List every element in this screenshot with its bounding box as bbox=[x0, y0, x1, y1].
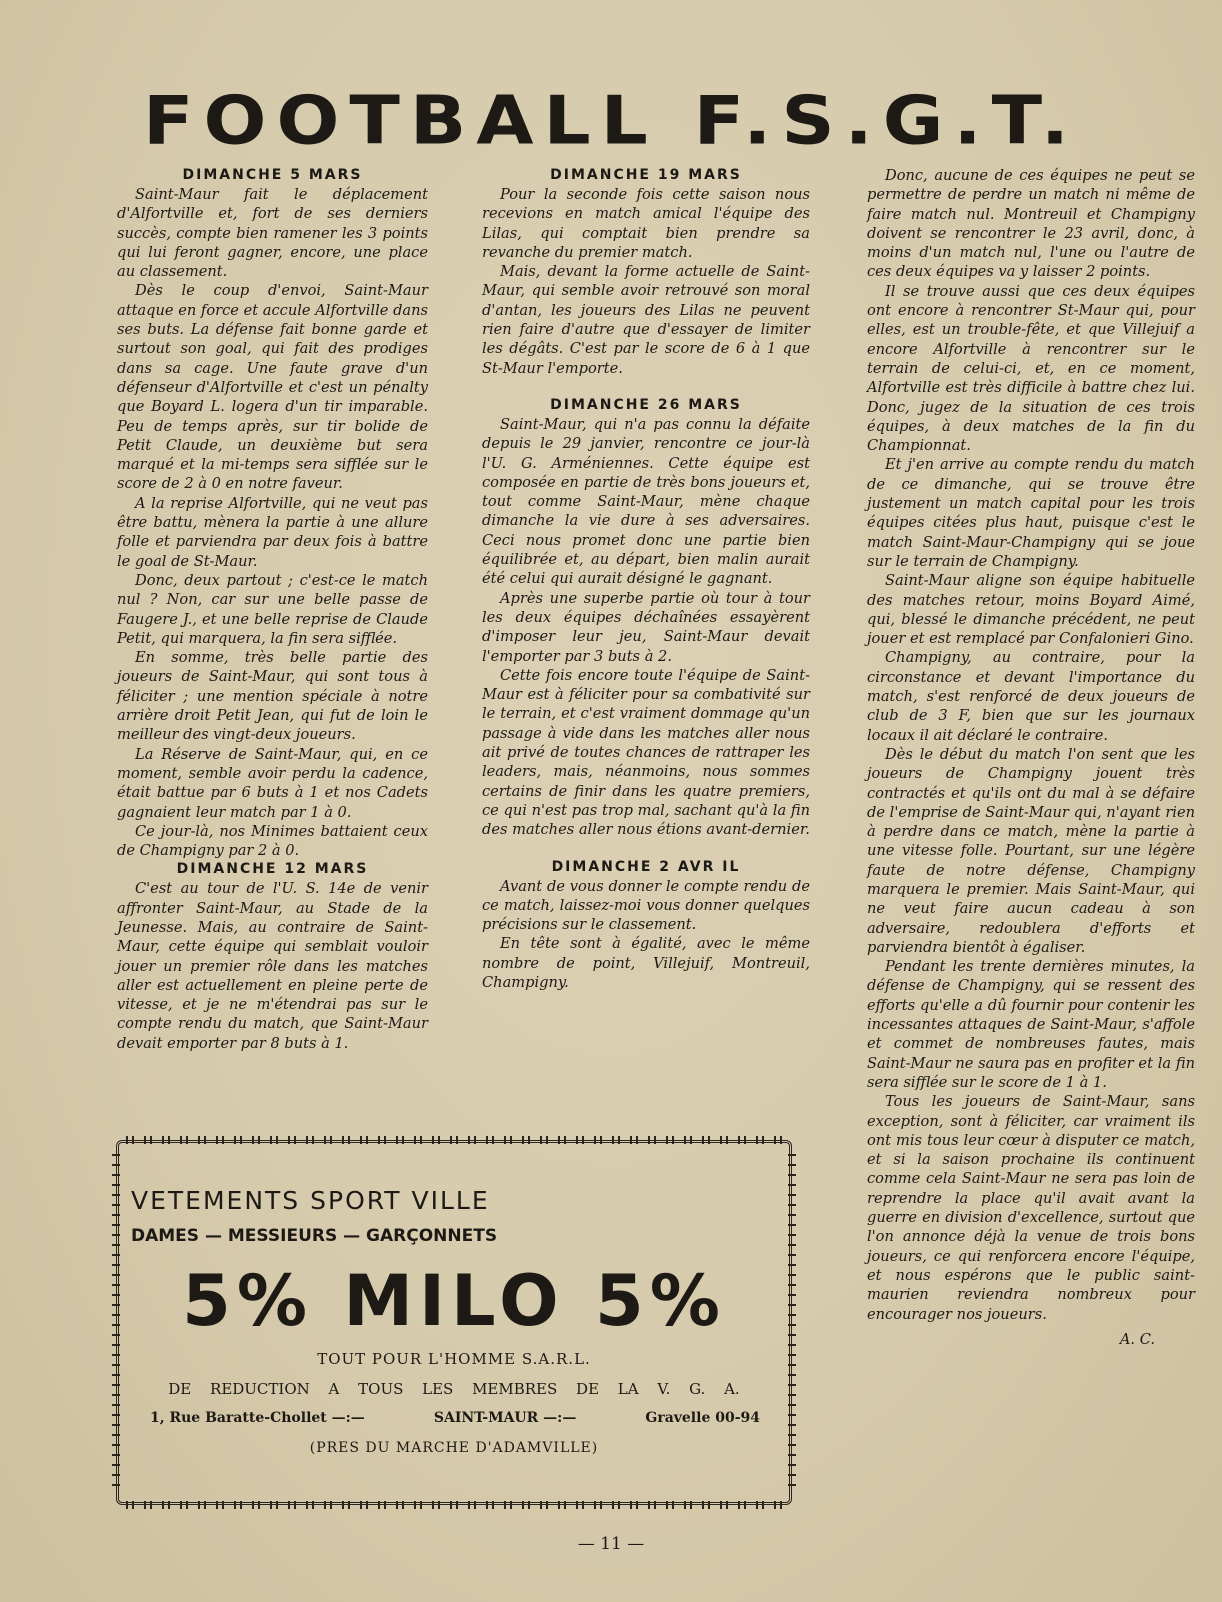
heading-26-mars: DIMANCHE 26 MARS bbox=[550, 396, 742, 413]
paragraph: A la reprise Alfortville, qui ne veut pas être battu, mènera la partie à une allure folle et parviendra par deux fois à battre le goal de St-Maur. bbox=[117, 494, 428, 570]
column-2 bbox=[482, 166, 810, 992]
paragraph: Donc, aucune de ces équipes ne peut se permettre de perdre un match ni même de faire match nul. Montreuil et Champigny doivent se rencontrer le 23 avril, donc, à moins d'un match nul, l'une ou l'autre de ces deux équipes va y laisser 2 points. bbox=[867, 167, 1195, 281]
paragraph: Cette fois encore toute l'équipe de Saint-Maur est à féliciter pour sa combativité sur le terrain, et c'est vraiment dommage qu'un passage à vide dans les matches aller nous ait privé de toutes chances de rattraper les leaders, mais, néanmoins, nous sommes certains de finir dans les quatre premiers, ce qui n'est pas trop mal, sachant qu'à la fin des matches aller nous étions avant-dernier. bbox=[482, 666, 810, 839]
paragraph: C'est au tour de l'U. S. 14e de venir affronter Saint-Maur, au Stade de la Jeunesse. Mais, au contraire de Saint-Maur, cette équipe qui semblait vouloir jouer un premier rôle dans les matches aller est actuellement en pleine perte de vitesse, et je ne m'étendrai pas sur le compte rendu du match, que Saint-Maur devait emporter par 8 buts à 1. bbox=[117, 880, 428, 1052]
paragraph: La Réserve de Saint-Maur, qui, en ce moment, semble avoir perdu la cadence, était battue par 6 buts à 1 et nos Cadets gagnaient leur match par 1 à 0. bbox=[117, 745, 428, 821]
ad-headline: VETEMENTS SPORT VILLE bbox=[131, 1186, 490, 1215]
ad-subheadline: DAMES — MESSIEURS — GARÇONNETS bbox=[131, 1226, 498, 1246]
paragraph: Ce jour-là, nos Minimes battaient ceux de Champigny par 2 à 0. bbox=[117, 822, 428, 860]
ad-city: SAINT-MAUR —:— bbox=[433, 1410, 577, 1426]
paragraph: Pendant les trente dernières minutes, la défense de Champigny, qui se ressent des efforts qu'elle a dû fournir pour contenir les incessantes attaques de Saint-Maur, s'affole et commet de nombreuses fautes, mais Saint-Maur ne saura pas en profiter et la fin sera sifflée sur le score de 1 à 1. bbox=[867, 958, 1195, 1091]
paragraph: Dès le début du match l'on sent que les joueurs de Champigny jouent très contractés et qu'ils ont du mal à se défaire de l'emprise de Saint-Maur qui, n'ayant rien à perdre dans ce match, mène la partie à une vitesse folle. Pourtant, sur une légère faute de notre défense, Champigny marquera le premier. Mais Saint-Maur, qui ne veut faire aucun cadeau à son adversaire, redoublera d'efforts et parviendra bientôt à égaliser. bbox=[867, 745, 1195, 956]
paragraph: Saint-Maur, qui n'a pas connu la défaite depuis le 29 janvier, rencontre ce jour-là l'U. G. Arméniennes. Cette équipe est composée en partie de très bons joueurs et, tout comme Saint-Maur, mène chaque dimanche la vie dure à ses adversaires. Ceci nous promet donc une partie bien équilibrée et, au départ, bien malin aurait été celui qui aurait désigné le gagnant. bbox=[482, 415, 810, 588]
ad-brand: 5% MILO 5% bbox=[182, 1260, 726, 1342]
ad-discount: DE REDUCTION A TOUS LES MEMBRES DE LA V. G. A. bbox=[168, 1380, 740, 1398]
ad-phone: Gravelle 00-94 bbox=[645, 1410, 760, 1426]
ad-company: TOUT POUR L'HOMME S.A.R.L. bbox=[317, 1350, 591, 1368]
paragraph: Champigny, au contraire, pour la circonstance et devant l'importance du match, s'est renforcé de deux joueurs de club de 3 F, bien que sur les journaux locaux il ait déclaré le contraire. bbox=[867, 649, 1195, 744]
chain-border-bottom bbox=[126, 1501, 782, 1509]
page-number: — 11 — bbox=[577, 1534, 645, 1554]
paragraph: Après une superbe partie où tour à tour les deux équipes déchaînées essayèrent d'imposer leur jeu, Saint-Maur devait l'emporter par 3 buts à 2. bbox=[482, 589, 810, 665]
column-3 bbox=[867, 166, 1195, 1349]
paragraph: Saint-Maur aligne son équipe habituelle des matches retour, moins Boyard Aimé, qui, blessé le dimanche précédent, ne peut jouer et est remplacé par Confalonieri Gino. bbox=[867, 572, 1195, 648]
heading-12-mars: DIMANCHE 12 MARS bbox=[176, 861, 369, 878]
ad-location: (PRES DU MARCHE D'ADAMVILLE) bbox=[309, 1440, 599, 1456]
column-1 bbox=[117, 166, 428, 1053]
signature: A. C. bbox=[1119, 1330, 1155, 1348]
heading-19-mars: DIMANCHE 19 MARS bbox=[550, 167, 742, 183]
heading-5-mars: DIMANCHE 5 MARS bbox=[182, 167, 363, 183]
milo-advertisement bbox=[116, 1140, 792, 1505]
heading-2-avril: DIMANCHE 2 AVR IL bbox=[551, 858, 741, 875]
paragraph: En tête sont à égalité, avec le même nombre de point, Villejuif, Montreuil, Champigny. bbox=[482, 935, 810, 991]
paragraph: Saint-Maur fait le déplacement d'Alfortville et, fort de ses derniers succès, compte bien ramener les 3 points qui lui feront gagner, encore, une place au classement. bbox=[117, 186, 428, 281]
paragraph: En somme, très belle partie des joueurs de Saint-Maur, qui sont tous à féliciter ; une mention spéciale à notre arrière droit Petit Jean, qui fut de loin le meilleur des vingt-deux joueurs. bbox=[117, 649, 428, 744]
chain-border-top bbox=[126, 1136, 782, 1144]
paragraph: Avant de vous donner le compte rendu de ce match, laissez-moi vous donner quelques précisions sur le classement. bbox=[482, 877, 810, 934]
ad-street: 1, Rue Baratte-Chollet —:— bbox=[150, 1410, 365, 1426]
paragraph: Donc, deux partout ; c'est-ce le match nul ? Non, car sur une belle passe de Faugere J., et une belle reprise de Claude Petit, qui marquera, la fin sera sifflée. bbox=[117, 571, 428, 647]
paragraph: Dès le coup d'envoi, Saint-Maur attaque en force et accule Alfortville dans ses buts. La défense fait bonne garde et surtout son goal, qui fait des prodiges dans sa cage. Une faute grave d'un défenseur d'Alfortville et c'est un pénalty que Boyard L. logera d'un tir imparable. Peu de temps après, sur tir bolide de Petit Claude, un deuxième but sera marqué et la mi-temps sera sifflée sur le score de 2 à 0 en notre faveur. bbox=[117, 282, 428, 493]
paragraph: Et j'en arrive au compte rendu du match de ce dimanche, qui se trouve être justement un match capital pour les trois équipes citées plus haut, puisque c'est le match Saint-Maur-Champigny qui se joue sur le terrain de Champigny. bbox=[867, 456, 1195, 570]
paragraph: Il se trouve aussi que ces deux équipes ont encore à rencontrer St-Maur qui, pour elles, est un trouble-fête, et que Villejuif a encore Alfortville à rencontrer sur le terrain de celui-ci, et, en ce moment, Alfortville est très difficile à battre chez lui. Donc, jugez de la situation de ces trois équipes, à deux matches de la fin du Championnat. bbox=[867, 282, 1195, 455]
page-title: FOOTBALL F.S.G.T. bbox=[143, 82, 1079, 160]
paragraph: Pour la seconde fois cette saison nous recevions en match amical l'équipe des Lilas, qui comptait bien prendre sa revanche du premier match. bbox=[482, 186, 810, 261]
paragraph: Mais, devant la forme actuelle de Saint-Maur, qui semble avoir retrouvé son moral d'antan, les joueurs des Lilas ne peuvent rien faire d'autre que d'essayer de limiter les dégâts. C'est par le score de 6 à 1 que St-Maur l'emporte. bbox=[482, 263, 810, 377]
paragraph: Tous les joueurs de Saint-Maur, sans exception, sont à féliciter, car vraiment ils ont mis tous leur cœur à disputer ce match, et si la saison prochaine ils continuent comme cela Saint-Maur ne sera pas loin de reprendre la place qu'il avait avant la guerre en division d'excellence, surtout que l'on annonce déjà la venue de trois bons joueurs, ce qui renforcera encore l'équipe, et nous espérons que le public saint-maurien reviendra nombreux pour encourager nos joueurs. bbox=[867, 1093, 1195, 1323]
ad-address bbox=[150, 1410, 760, 1426]
